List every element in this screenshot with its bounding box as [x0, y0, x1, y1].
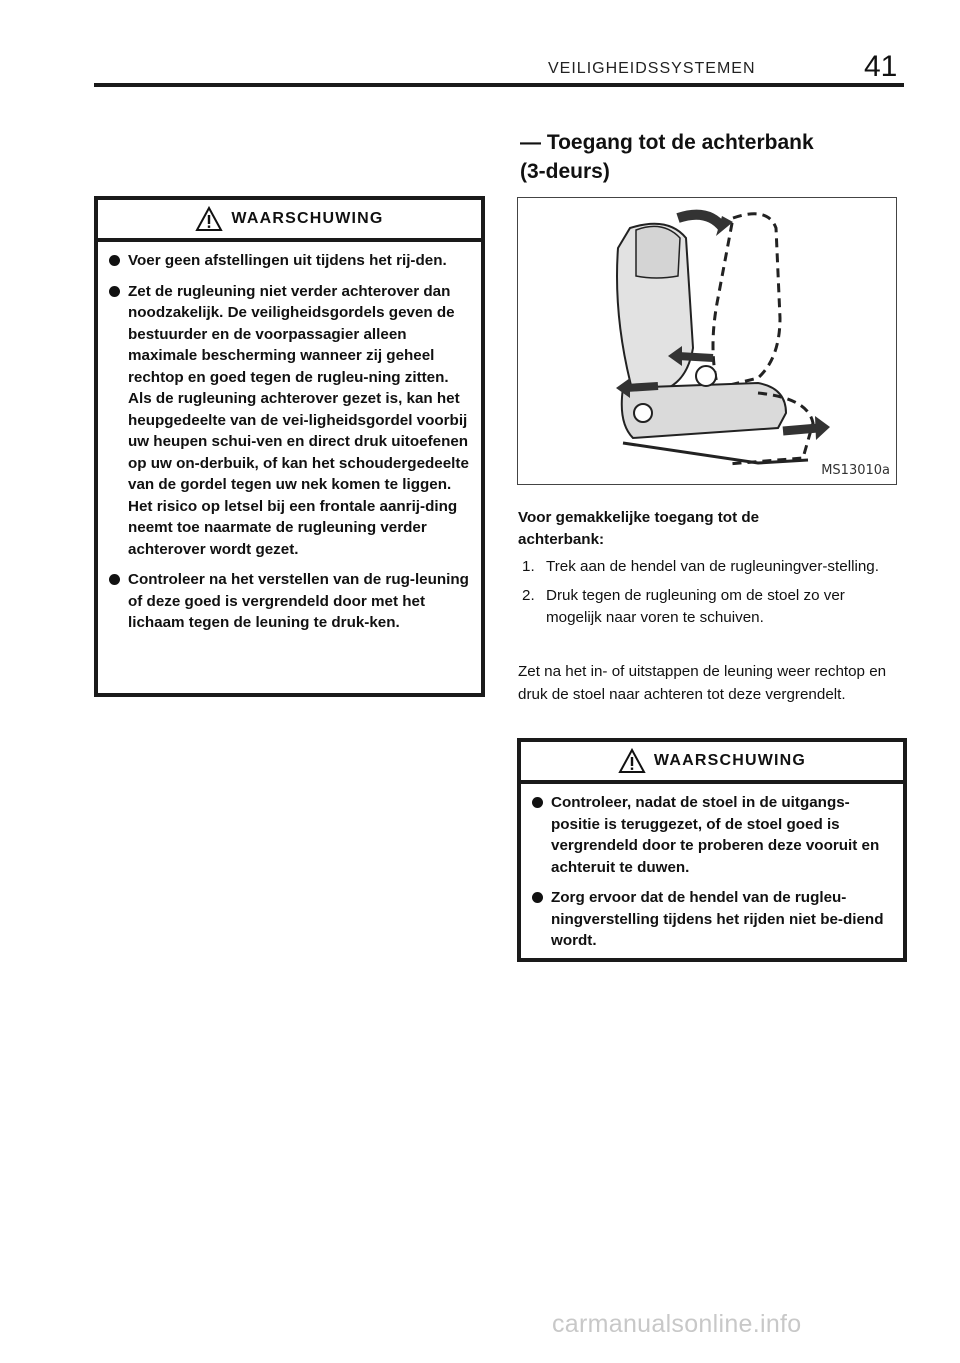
bullet-icon	[109, 574, 120, 585]
seat-drawing	[518, 198, 896, 484]
bullet-icon	[109, 286, 120, 297]
warning-header	[521, 742, 903, 784]
warning-item	[108, 281, 471, 561]
step-number: 1.	[522, 558, 535, 575]
bullet-icon	[109, 255, 120, 266]
bullet-icon	[532, 797, 543, 808]
warning-item	[531, 792, 893, 878]
step-number: 2.	[522, 587, 535, 604]
section-title	[520, 128, 900, 186]
warning-item	[108, 569, 471, 634]
warning-title: WAARSCHUWING	[653, 752, 807, 769]
warning-triangle-icon	[618, 748, 646, 774]
section-title-line-1: — Toegang tot de achterbank	[520, 131, 814, 154]
warning-list	[98, 242, 481, 647]
bullet-icon	[532, 892, 543, 903]
instruction-steps	[518, 556, 898, 636]
warning-item-text: Voer geen afstellingen uit tijdens het rij-den.	[128, 252, 447, 269]
warning-triangle-icon	[195, 206, 223, 232]
watermark: carmanualsonline.info	[552, 1310, 802, 1338]
instructions-intro: Voor gemakkelijke toegang tot de achterbank:	[518, 509, 760, 548]
warning-item-text: Zet de rugleuning niet verder achterover dan noodzakelijk. De veiligheidsgordels geven de bestuurder en de voorpassagier alleen maximale bescherming wanneer zij geheel rechtop en goed tegen de rugleu-ning zitten. Als de rugleuning achterover gezet is, kan het heupgedeelte van de vei-ligheidsgordel voorbij uw heupen schui-ven en direct druk uitoefenen op uw on-derbuik, of kan het schoudergedeelte van de gordel tegen uw nek komen te liggen. Het risico op letsel bij een frontale aanrij-ding neemt toe naarmate de rugleuning verder achterover wordt gezet.	[128, 282, 469, 558]
page-number: 41	[864, 50, 898, 83]
warning-title: WAARSCHUWING	[231, 210, 384, 227]
warning-item	[108, 250, 471, 272]
warning-box-right	[517, 738, 907, 962]
warning-item-text: Controleer na het verstellen van de rug-leuning of deze goed is vergrendeld door met het lichaam tegen de leuning te druk-ken.	[128, 571, 469, 631]
step-text: Trek aan de hendel van de rugleuningver-stelling.	[546, 558, 879, 575]
section-title-line-2: (3-deurs)	[520, 160, 610, 183]
warning-item	[531, 887, 893, 952]
figure-code: MS13010a	[821, 463, 890, 478]
warning-item-text: Zorg ervoor dat de hendel van de rugleu-ningverstelling tijdens het rijden niet be-diend wordt.	[551, 889, 884, 949]
seat-illustration	[517, 197, 897, 485]
warning-item-text: Controleer, nadat de stoel in de uitgangs-positie is teruggezet, of de stoel goed is vergrendeld door te proberen deze vooruit en achteruit te duwen.	[551, 794, 880, 876]
step-item	[518, 585, 898, 629]
warning-header	[98, 200, 481, 242]
header-rule	[94, 83, 904, 87]
step-text: Druk tegen de rugleuning om de stoel zo ver mogelijk naar voren te schuiven.	[546, 587, 845, 626]
running-header: VEILIGHEIDSSYSTEMEN	[548, 60, 756, 77]
step-item	[518, 556, 898, 578]
warning-list	[521, 784, 903, 965]
after-paragraph: Zet na het in- of uitstappen de leuning weer rechtop en druk de stoel naar achteren tot deze vergrendelt.	[518, 663, 887, 703]
warning-box-left	[94, 196, 485, 697]
